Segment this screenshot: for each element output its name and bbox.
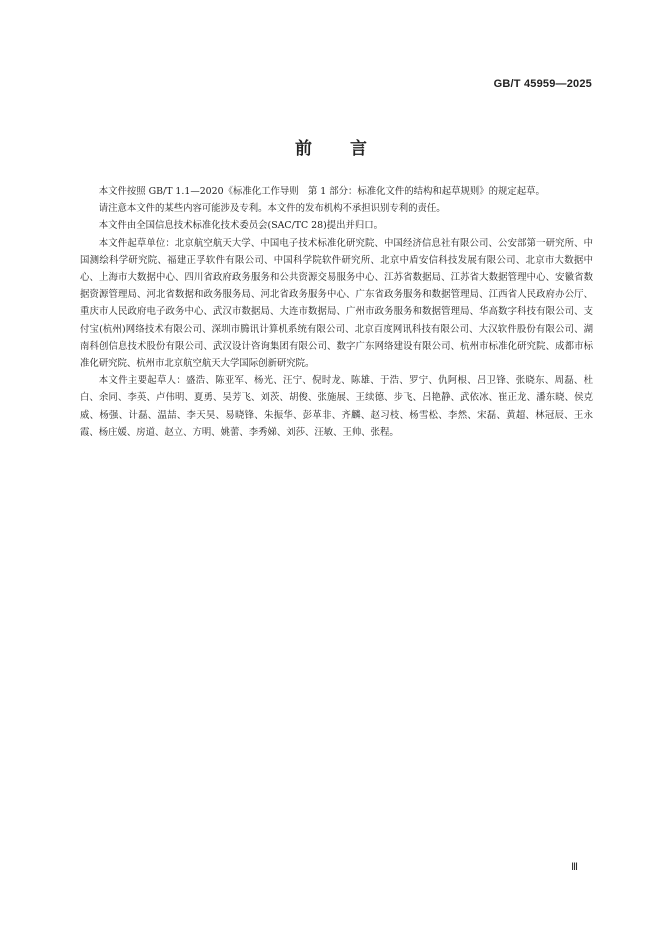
page-number: Ⅲ — [571, 862, 578, 873]
paragraph-patent-notice: 请注意本文件的某些内容可能涉及专利。本文件的发布机构不承担识别专利的责任。 — [98, 203, 446, 215]
preface-body — [80, 183, 593, 441]
paragraph-proposer: 本文件由全国信息技术标准化技术委员会(SAC/TC 28)提出并归口。 — [98, 220, 383, 232]
page-title: 前言 — [295, 139, 405, 159]
paragraph-drafting-rules: 本文件按照 GB/T 1.1—2020《标准化工作导则 第 1 部分：标准化文件的结构和起草规则》的规定起草。 — [98, 186, 545, 197]
paragraph-drafting-units: 本文件起草单位：北京航空航天大学、中国电子技术标准化研究院、中国经济信息社有限公司、公安部第一研究所、中国测绘科学研究院、福建正孚软件有限公司、中国科学院软件研究所、北京中盾安信科技发展有限公司、北京市大数据中心、上海市大数据中心、四川省政府政务服务和公共资源交易服务中心、江苏省数据局、江苏省大数据管理中心、安徽省数据资源管理局、河北省数据和政务服务局、河北省政务服务中心、广东省政务服务和数据管理局、江西省人民政府办公厅、重庆市人民政府电子政务中心、武汉市数据局、大连市数据局、广州市政务服务和数据管理局、华高数字科技有限公司、支付宝(杭州)网络技术有限公司、深圳市腾讯计算机系统有限公司、北京百度网讯科技有限公司、大汉软件股份有限公司、湖南科创信息技术股份有限公司、武汉设计咨询集团有限公司、数字广东网络建设有限公司、杭州市标准化研究院、成都市标准化研究院、杭州市北京航空航天大学国际创新研究院。 — [80, 237, 593, 370]
standard-number: GB/T 45959—2025 — [493, 78, 592, 90]
paragraph-drafters: 本文件主要起草人：盛浩、陈亚军、杨光、汪宁、倪时龙、陈雄、于浩、罗宁、仇阿根、吕卫锋、张晓东、周磊、杜白、余同、李英、卢伟明、夏勇、吴芳飞、刘茨、胡俊、张施展、王续德、步飞、吕艳静、武依冰、崔正龙、潘东晓、侯克威、杨强、计磊、温喆、李天昊、易晓锋、朱振华、彭革非、齐麟、赵习枝、杨雪松、李然、宋磊、黄超、林冠辰、王永霞、杨庄媛、房道、赵立、方明、姚蕾、李秀娣、刘莎、汪敏、王帅、张程。 — [80, 375, 593, 438]
